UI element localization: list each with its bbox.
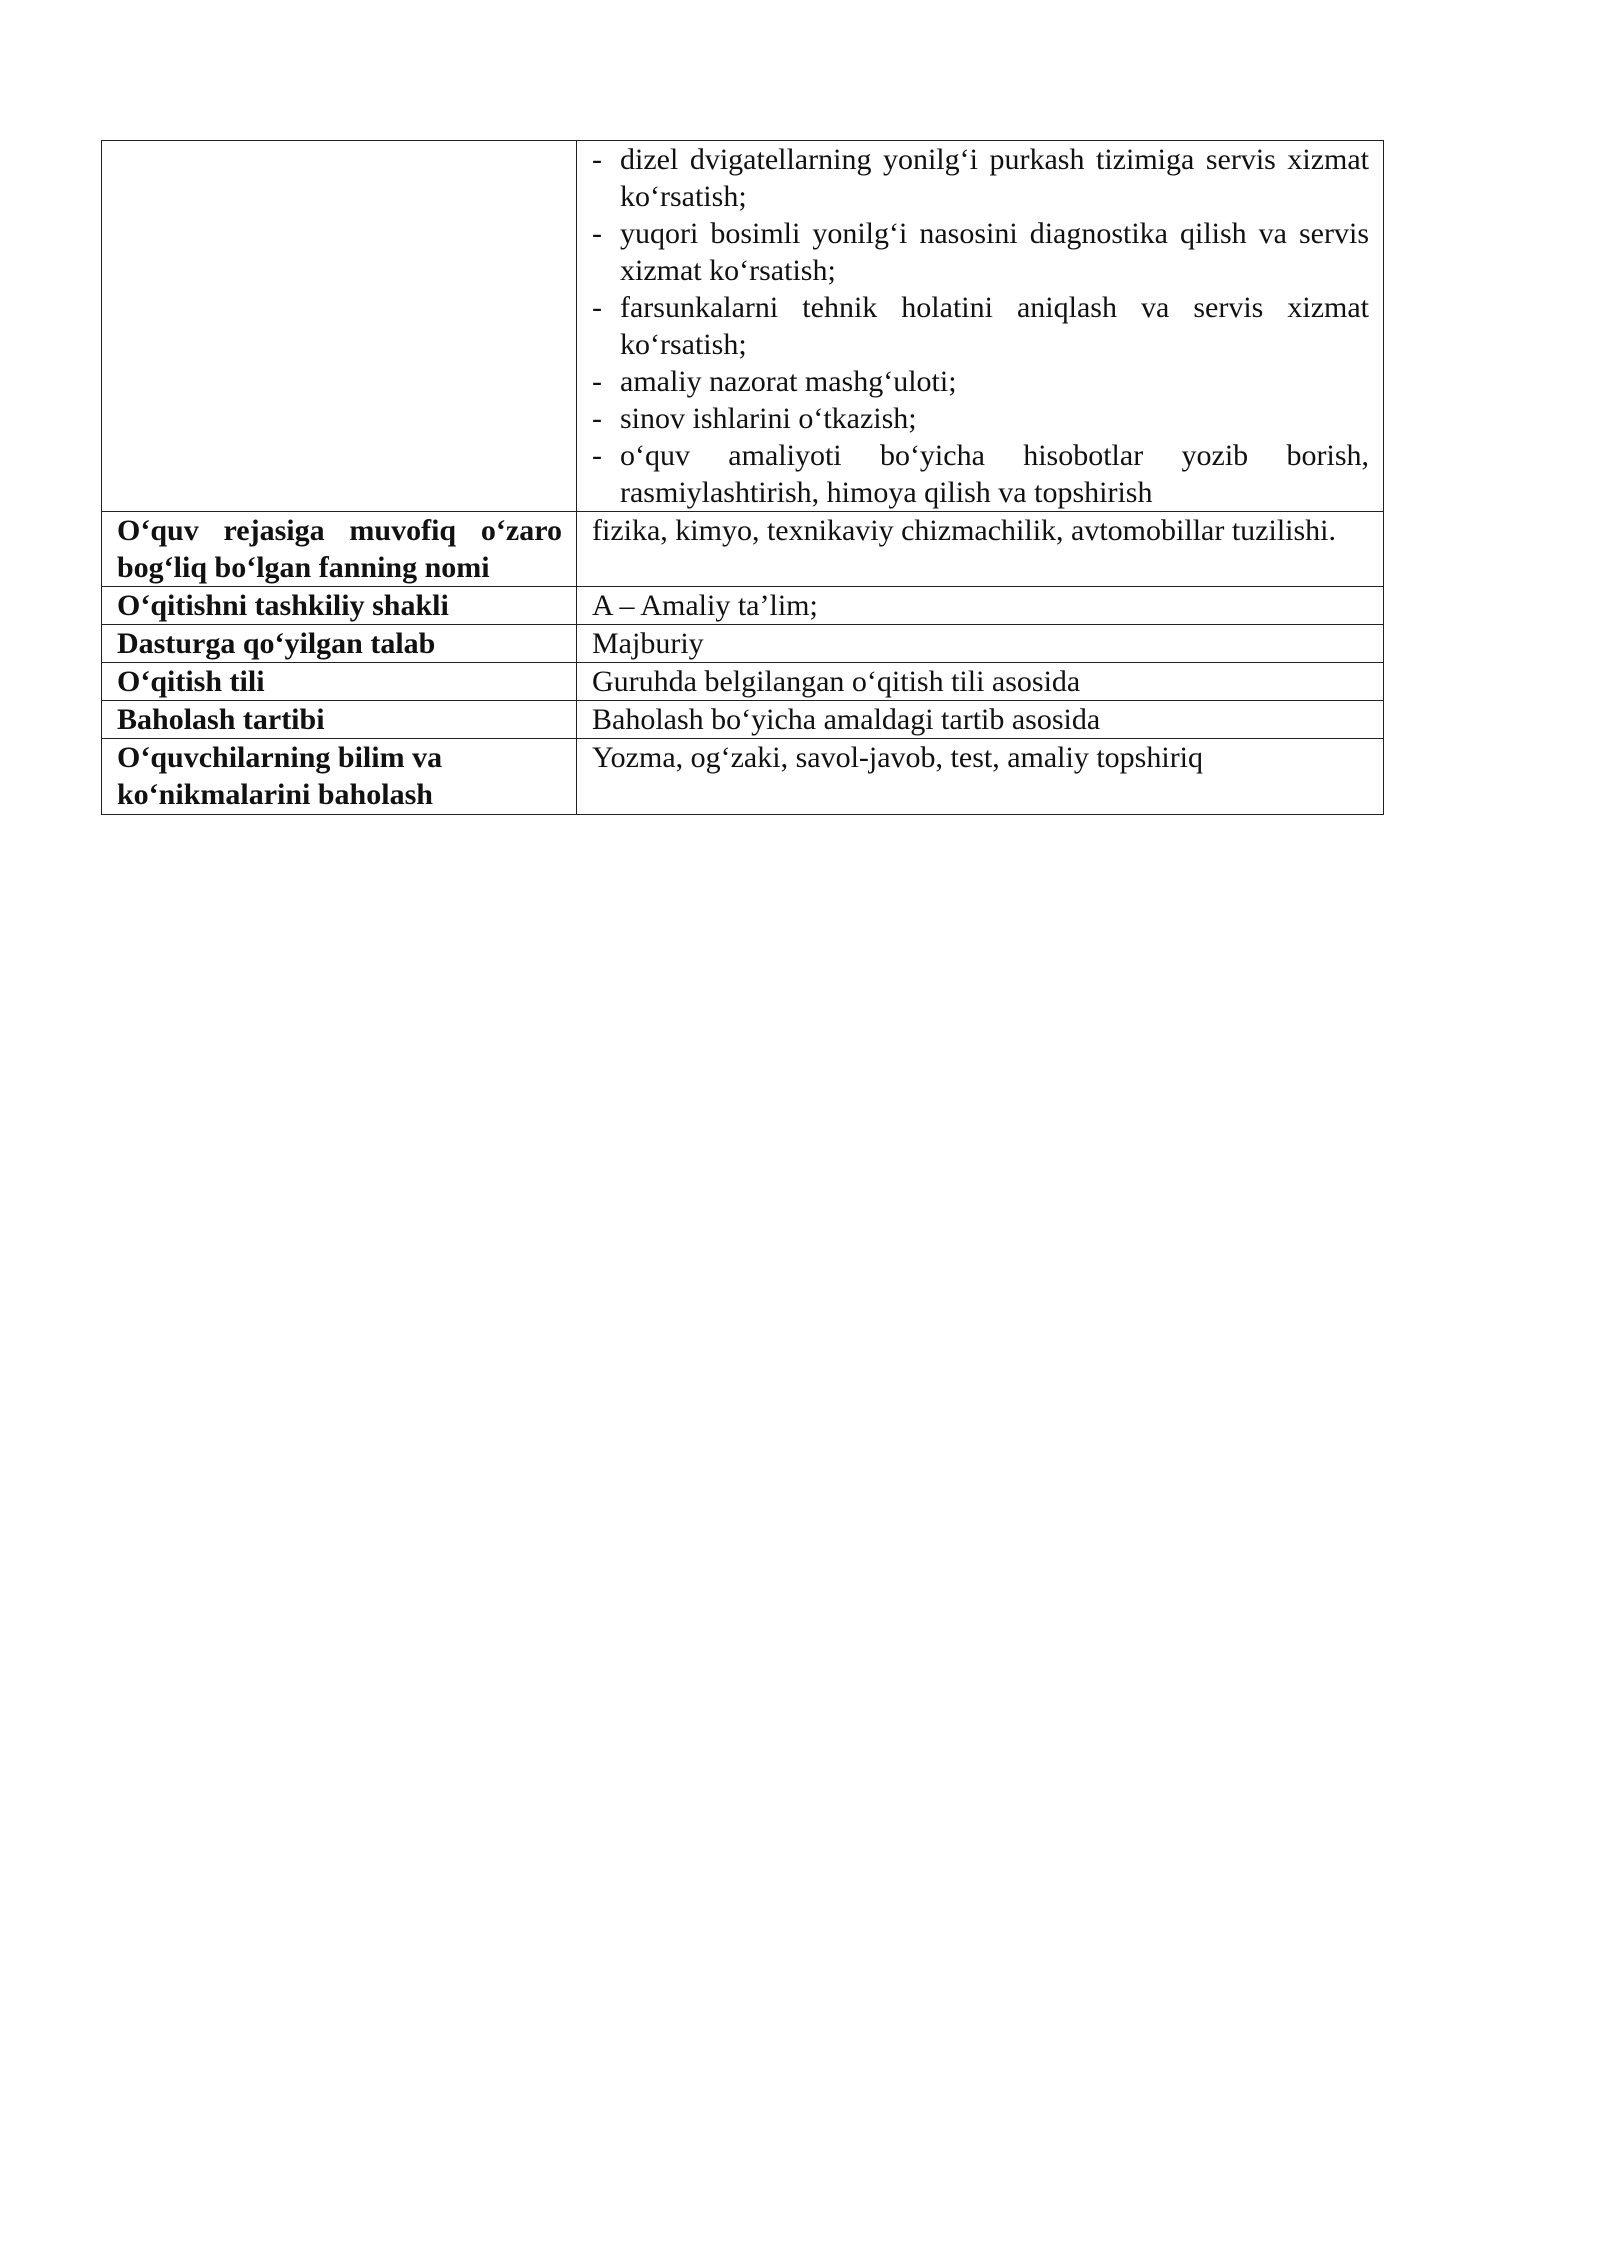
program-requirement-label: Dasturga qo‘yilgan talab [102,625,577,663]
activity-list [592,141,1369,511]
table-row [102,512,1384,587]
teaching-language-value: Guruhda belgilangan o‘qitish tili asosida [577,663,1384,701]
dash-bullet: - [592,402,602,435]
table-row [102,141,1384,512]
list-item: - amaliy nazorat mashg‘uloti; [592,365,957,398]
list-item: - yuqori bosimli yonilg‘i nasosini diagnostika qilish va servis xizmat ko‘rsatish; [592,217,1369,287]
student-assessment-label: O‘quvchilarning bilim va ko‘nikmalarini baholash [102,739,577,815]
teaching-language-label: O‘qitish tili [102,663,577,701]
assessment-order-value: Baholash bo‘yicha amaldagi tartib asosida [577,701,1384,739]
student-assessment-value: Yozma, og‘zaki, savol-javob, test, amaliy topshiriq [577,739,1384,815]
dash-bullet: - [592,143,602,176]
table-row [102,663,1384,701]
table-row [102,587,1384,625]
list-item: - sinov ishlarini o‘tkazish; [592,402,917,435]
assessment-order-label: Baholash tartibi [102,701,577,739]
dash-bullet: - [592,217,602,250]
continuation-list-cell [577,141,1384,512]
list-item: - dizel dvigatellarning yonilg‘i purkash tizimiga servis xizmat ko‘rsatish; [592,143,1369,213]
list-item: - o‘quv amaliyoti bo‘yicha hisobotlar yozib borish, rasmiylashtirish, himoya qilish va topshirish [592,439,1369,509]
related-subjects-value: fizika, kimyo, texnikaviy chizmachilik, avtomobillar tuzilishi. [577,512,1384,587]
teaching-form-label: O‘qitishni tashkiliy shakli [102,587,577,625]
dash-bullet: - [592,365,602,398]
table-row [102,739,1384,815]
table-row [102,701,1384,739]
dash-bullet: - [592,439,602,472]
empty-label-cell [102,141,577,512]
program-requirement-value: Majburiy [577,625,1384,663]
related-subjects-label: O‘quv rejasiga muvofiq o‘zaro bog‘liq bo‘lgan fanning nomi [102,512,577,587]
dash-bullet: - [592,291,602,324]
table-row [102,625,1384,663]
teaching-form-value: A – Amaliy ta’lim; [577,587,1384,625]
list-item: - farsunkalarni tehnik holatini aniqlash va servis xizmat ko‘rsatish; [592,291,1369,361]
course-info-table [101,140,1384,815]
